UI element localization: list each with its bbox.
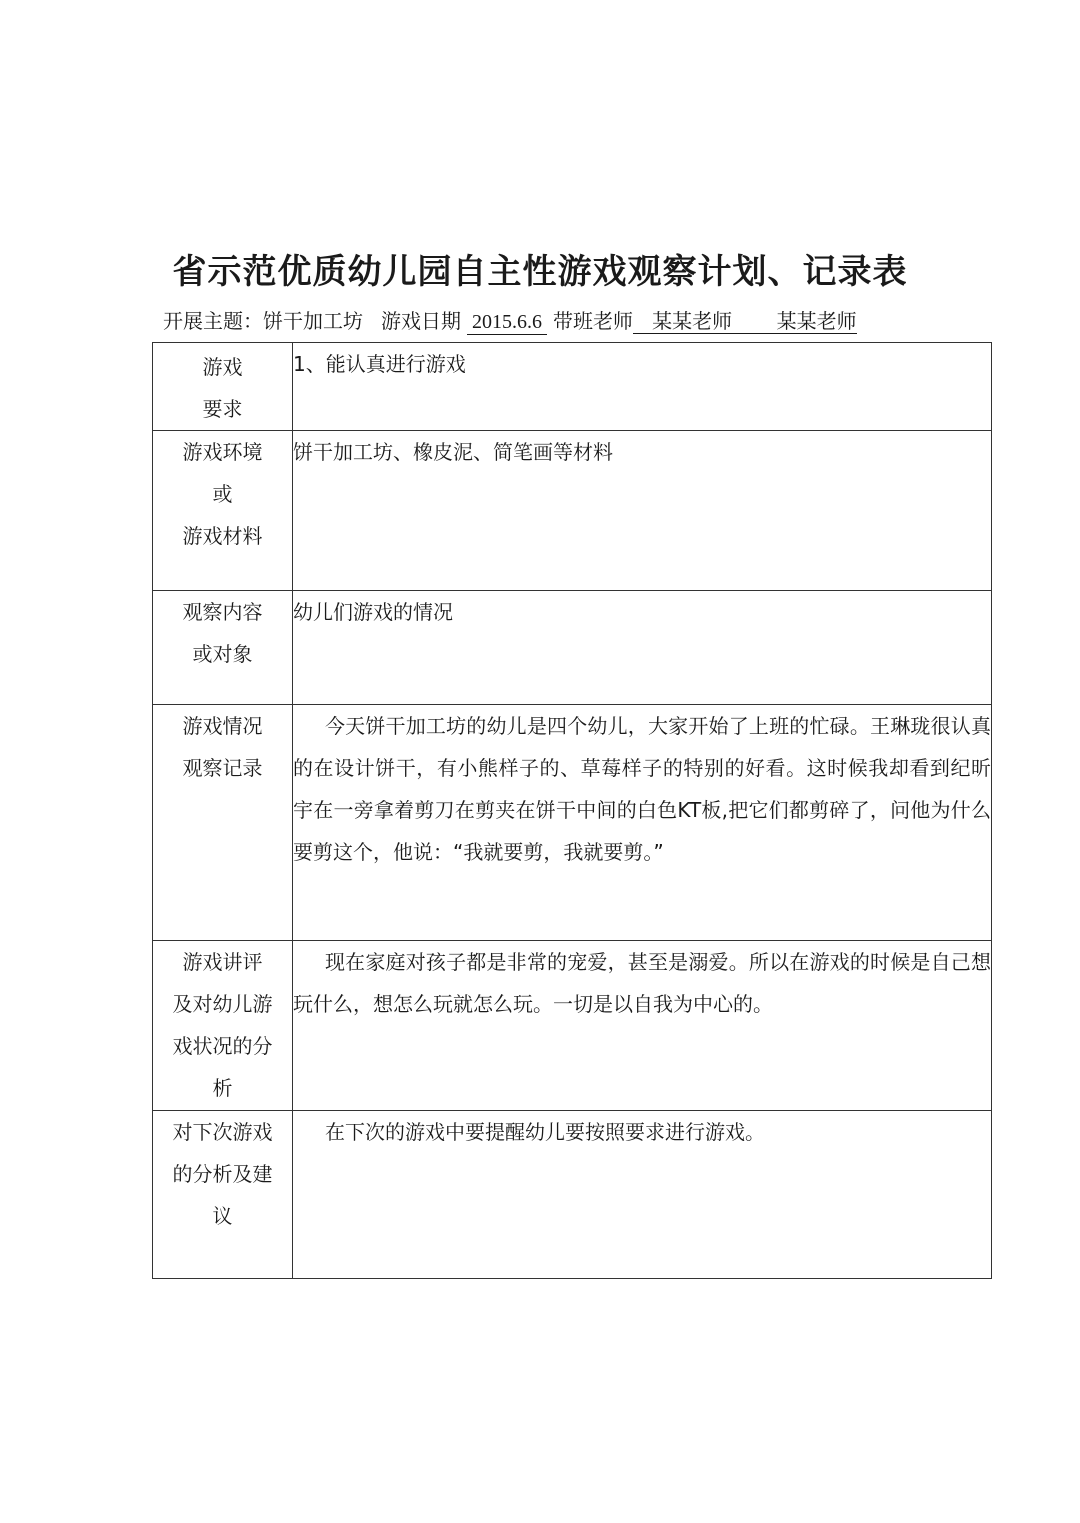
content-game-environment: 饼干加工坊、橡皮泥、简笔画等材料 [293,431,992,591]
teacher-2: 某某老师 [776,309,857,333]
date-label: 游戏日期 [381,309,461,333]
label-observation-target: 观察内容 或对象 [153,591,293,705]
row-observation-record [153,705,992,941]
teacher-names [633,309,857,334]
teacher-label: 带班老师 [553,309,633,333]
theme-label: 开展主题： [163,309,263,333]
date-value: 2015.6.6 [467,310,547,335]
label-game-environment: 游戏环境 或 游戏材料 [153,431,293,591]
label-game-requirements: 游戏 要求 [153,343,293,431]
theme-value: 饼干加工坊 [263,309,363,333]
content-game-requirements: 1、能认真进行游戏 [293,343,992,431]
label-observation-record: 游戏情况 观察记录 [153,705,293,941]
document-title: 省示范优质幼儿园自主性游戏观察计划、记录表 [172,252,908,292]
row-game-requirements [153,343,992,431]
teacher-1: 某某老师 [652,309,733,333]
observation-record-table [152,342,992,1279]
content-observation-target: 幼儿们游戏的情况 [293,591,992,705]
content-next-suggestions: 在下次的游戏中要提醒幼儿要按照要求进行游戏。 [293,1111,992,1279]
row-game-environment [153,431,992,591]
row-game-review [153,941,992,1111]
meta-line [163,306,1003,336]
row-observation-target [153,591,992,705]
label-game-review: 游戏讲评 及对幼儿游 戏状况的分 析 [153,941,293,1111]
content-observation-record: 今天饼干加工坊的幼儿是四个幼儿，大家开始了上班的忙碌。王琳珑很认真的在设计饼干，有小熊样子的、草莓样子的特别的好看。这时候我却看到纪昕宇在一旁拿着剪刀在剪夹在饼干中间的白色KT板,把它们都剪碎了，问他为什么要剪这个，他说：“我就要剪，我就要剪。” [293,705,992,941]
content-game-review: 现在家庭对孩子都是非常的宠爱，甚至是溺爱。所以在游戏的时候是自己想玩什么，想怎么玩就怎么玩。一切是以自我为中心的。 [293,941,992,1111]
label-next-suggestions: 对下次游戏 的分析及建 议 [153,1111,293,1279]
row-next-suggestions [153,1111,992,1279]
